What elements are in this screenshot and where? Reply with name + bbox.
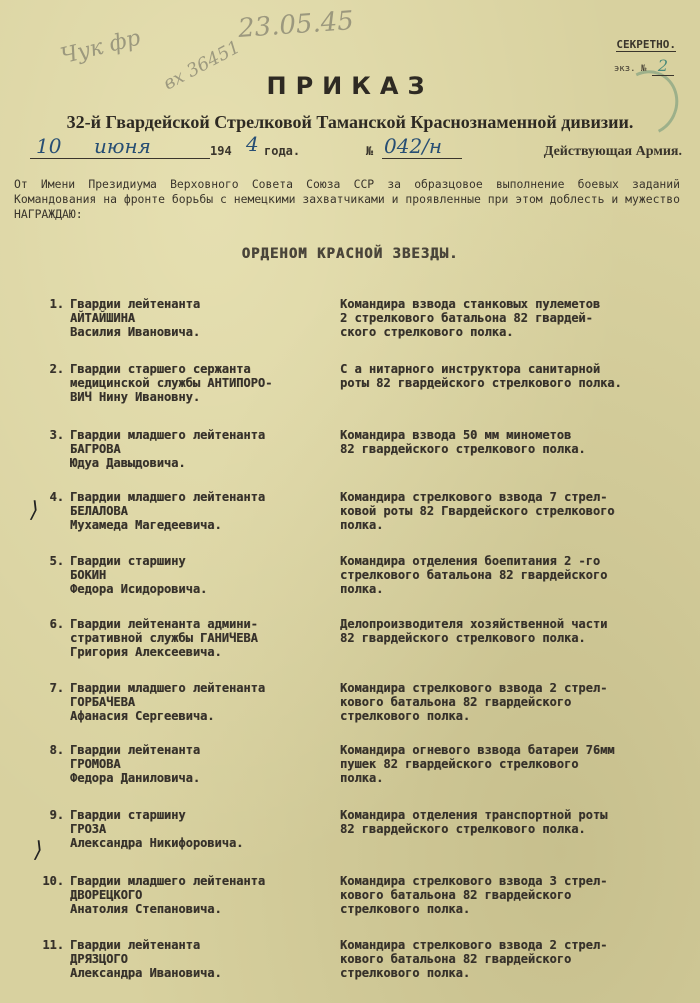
entry-position: Командира взвода станковых пулеметов 2 стрелкового батальона 82 гвардей- ского стрелкового полка. xyxy=(340,297,601,339)
order-number: 042/н xyxy=(384,134,443,158)
entry-name: Гвардии старшину БОКИН Федора Исидоровича. xyxy=(70,554,208,596)
entry-name: Гвардии младшего лейтенанта БАГРОВА Юдуа Давыдовича. xyxy=(70,428,266,470)
entry-name: Гвардии старшего сержанта медицинской службы АНТИПОРО- ВИЧ Нину Ивановну. xyxy=(70,362,273,404)
entry-name: Гвардии лейтенанта ГРОМОВА Федора Даниловича. xyxy=(70,743,201,785)
check-mark-icon: ⟩ xyxy=(34,838,43,863)
copy-label: экз. № xyxy=(613,64,647,74)
date-day: 10 xyxy=(36,134,62,158)
entry-number: 3. xyxy=(49,428,64,442)
army-label: Действующая Армия. xyxy=(543,144,682,159)
entry-position: Командира взвода 50 мм минометов 82 гвардейского стрелкового полка. xyxy=(340,428,586,456)
handwritten-note: Чук фр xyxy=(58,25,144,70)
entry-position: Командира стрелкового взвода 7 стрел- ковой роты 82 Гвардейского стрелкового полка. xyxy=(340,490,615,532)
entry-position: С а нитарного инструктора санитарной роты 82 гвардейского стрелкового полка. xyxy=(340,362,622,390)
entry-name: Гвардии старшину ГРОЗА Александра Никифоровича. xyxy=(70,808,244,850)
date-year-digit: 4 xyxy=(246,132,259,156)
entry-position: Командира стрелкового взвода 2 стрел- кового батальона 82 гвардейского стрелкового полка. xyxy=(340,938,608,980)
entry-position: Командира стрелкового взвода 3 стрел- кового батальона 82 гвардейского стрелкового полка. xyxy=(340,874,608,916)
entry-name: Гвардии лейтенанта админи- стративной службы ГАНИЧЕВА Григория Алексеевича. xyxy=(70,617,258,659)
handwritten-date: 23.05.45 xyxy=(237,5,355,45)
entry-number: 1. xyxy=(49,297,64,311)
date-month: июня xyxy=(94,134,151,158)
document-subtitle: 32-й Гвардейской Стрелковой Таманской Краснознаменной дивизии. xyxy=(66,112,634,132)
copy-number-value: 2 xyxy=(652,56,674,76)
entry-position: Командира стрелкового взвода 2 стрел- кового батальона 82 гвардейского стрелкового полка. xyxy=(340,681,608,723)
entry-number: 11. xyxy=(42,938,64,952)
document-title: ПРИКАЗ xyxy=(266,72,434,100)
date-year-prefix: 194 xyxy=(210,144,232,158)
entry-name: Гвардии младшего лейтенанта ДВОРЕЦКОГО Анатолия Степановича. xyxy=(70,874,266,916)
check-mark-icon: ⟩ xyxy=(30,498,39,523)
entry-position: Делопроизводителя хозяйственной части 82 гвардейского стрелкового полка. xyxy=(340,617,608,645)
entry-name: Гвардии младшего лейтенанта ГОРБАЧЕВА Афанасия Сергеевича. xyxy=(70,681,266,723)
entry-number: 9. xyxy=(49,808,64,822)
entry-number: 5. xyxy=(49,554,64,568)
entry-position: Командира отделения транспортной роты 82 гвардейского стрелкового полка. xyxy=(340,808,608,836)
entry-position: Командира огневого взвода батареи 76мм пушек 82 гвардейского стрелкового полка. xyxy=(340,743,615,785)
date-year-suffix: года. xyxy=(264,144,301,158)
entry-name: Гвардии лейтенанта АЙТАЙШИНА Василия Ивановича. xyxy=(70,297,201,339)
entry-number: 7. xyxy=(49,681,64,695)
entry-number: 6. xyxy=(49,617,64,631)
entry-number: 8. xyxy=(49,743,64,757)
entry-number: 2. xyxy=(49,362,64,376)
entry-name: Гвардии лейтенанта ДРЯЗЦОГО Александра Ивановича. xyxy=(70,938,222,980)
intro-paragraph: От Имени Президиума Верховного Совета Союза ССР за образцовое выполнение боевых заданий Командования на фронте борьбы с немецкими захватчиками и проявленные при этом доблесть и мужество НАГРАЖДАЮ: xyxy=(14,177,680,221)
handwritten-registration: вх 36451 xyxy=(159,36,244,95)
classification-label: СЕКРЕТНО. xyxy=(616,38,676,51)
entry-number: 10. xyxy=(42,874,64,888)
order-name: ОРДЕНОМ КРАСНОЙ ЗВЕЗДЫ. xyxy=(241,246,459,262)
entry-number: 4. xyxy=(49,490,64,504)
entry-position: Командира отделения боепитания 2 -го стрелкового батальона 82 гвардейского полка. xyxy=(340,554,608,596)
entry-name: Гвардии младшего лейтенанта БЕЛАЛОВА Мухамеда Магедеевича. xyxy=(70,490,266,532)
order-number-label: № xyxy=(366,144,374,158)
